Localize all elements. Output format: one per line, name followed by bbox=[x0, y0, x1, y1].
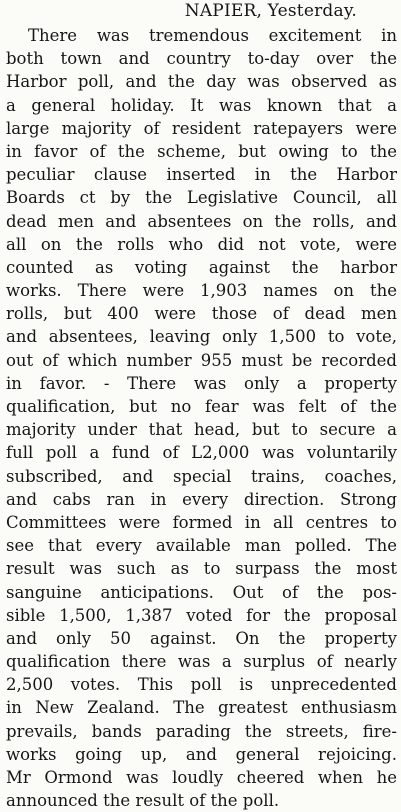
article-line: rolls, but 400 were those of dead men bbox=[6, 304, 397, 324]
article-line: out of which number 955 must be recorded bbox=[6, 350, 397, 370]
article-line: in New Zealand. The greatest enthusiasm bbox=[6, 698, 397, 718]
article-line: all on the rolls who did not vote, were bbox=[6, 234, 397, 254]
article-line: in favor. - There was only a property bbox=[6, 373, 397, 393]
article-line: Harbor poll, and the day was observed as bbox=[6, 72, 397, 92]
article-line: result was such as to surpass the most bbox=[6, 559, 397, 579]
article-line: Committees were formed in all centres to bbox=[6, 512, 397, 532]
article-line: in favor of the scheme, but owing to the bbox=[6, 141, 397, 161]
article-line: qualification, but no fear was felt of the bbox=[6, 397, 397, 416]
article-line: works going up, and general rejoicing. bbox=[6, 744, 397, 764]
article-line: 2,500 votes. This poll is unprecedented bbox=[6, 675, 397, 695]
article-line: see that every available man polled. The bbox=[6, 536, 397, 556]
article-line: announced the result of the poll. bbox=[6, 791, 280, 811]
article-line: sible 1,500, 1,387 voted for the proposal bbox=[6, 605, 397, 625]
article-line: Mr Ormond was loudly cheered when he bbox=[6, 768, 397, 787]
article-body bbox=[6, 24, 397, 812]
article-line: peculiar clause inserted in the Harbor bbox=[6, 165, 397, 185]
article-line: large majority of resident ratepayers were bbox=[6, 118, 397, 138]
article-line: a general holiday. It was known that a bbox=[6, 95, 397, 115]
article-line: and cabs ran in every direction. Strong bbox=[6, 489, 397, 509]
article-line: Boards ct by the Legislative Council, all bbox=[6, 188, 397, 208]
article-line: sanguine anticipations. Out of the pos- bbox=[6, 582, 397, 602]
dateline: NAPIER, Yesterday. bbox=[184, 1, 357, 21]
article-line: prevails, bands parading the streets, fire- bbox=[6, 721, 397, 741]
article-line: subscribed, and special trains, coaches, bbox=[6, 466, 397, 486]
article-line: majority under that head, but to secure a bbox=[6, 420, 397, 440]
article-line: counted as voting against the harbor bbox=[6, 257, 397, 277]
article-line: both town and country to-day over the bbox=[6, 49, 397, 69]
article-line: dead men and absentees on the rolls, and bbox=[6, 211, 397, 231]
article-line: and absentees, leaving only 1,500 to vote, bbox=[6, 327, 397, 347]
article-line: There was tremendous excitement in bbox=[28, 26, 397, 45]
article-line: and only 50 against. On the property bbox=[6, 628, 397, 648]
article-line: works. There were 1,903 names on the bbox=[6, 281, 397, 301]
article-line: qualification there was a surplus of nearly bbox=[6, 652, 397, 672]
article-line: full poll a fund of L2,000 was voluntarily bbox=[6, 443, 397, 463]
